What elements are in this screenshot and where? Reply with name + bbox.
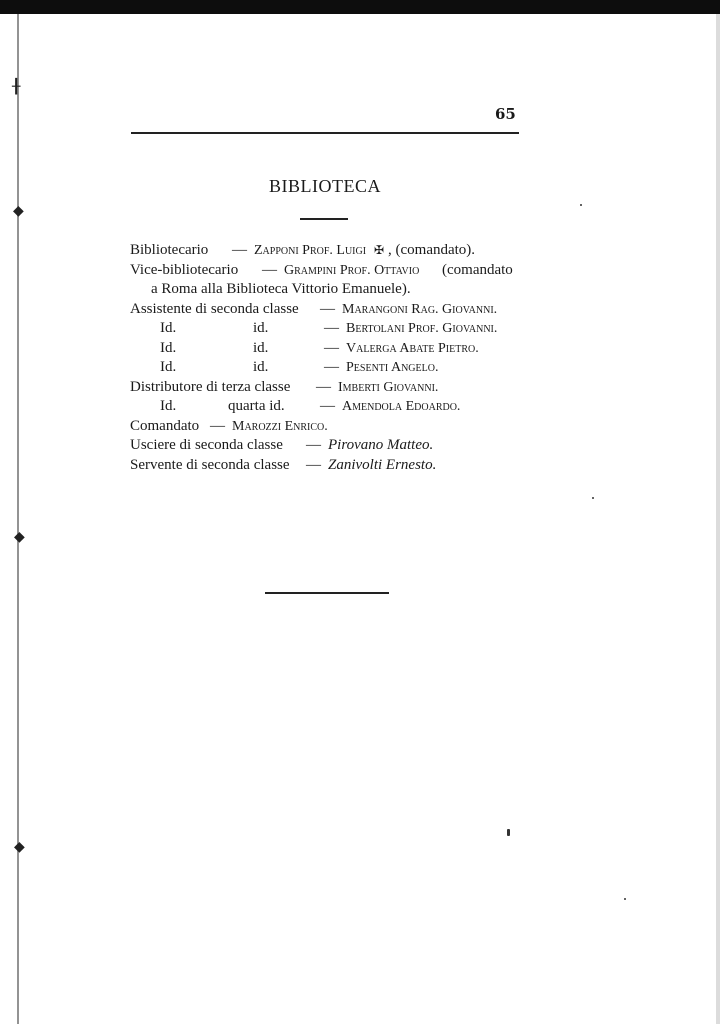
scan-top-border [0, 0, 720, 14]
entry-name: Imberti Giovanni. [338, 379, 439, 395]
entry-separator: — [232, 242, 247, 258]
entry-role: Id. [160, 359, 177, 375]
entry-role: Id. [160, 398, 177, 414]
entry-name: Marangoni Rag. Giovanni. [342, 301, 498, 317]
page-number: 65 [495, 105, 516, 123]
binding-edge [0, 14, 26, 1024]
entry-name: Valerga Abate Pietro. [346, 340, 479, 356]
entry-separator: — [320, 300, 335, 317]
scan-speck [580, 204, 582, 206]
entry-ditto: id. [253, 320, 269, 336]
entry-separator: — [262, 261, 277, 278]
staff-entry [130, 241, 530, 261]
entry-role: Usciere di seconda classe [130, 437, 283, 453]
entry-separator: — [324, 320, 339, 336]
staff-entry [130, 358, 530, 378]
binding-line [17, 14, 19, 1024]
entry-role: Bibliotecario [130, 242, 209, 258]
edge-mark-icon: ◆ [13, 203, 24, 219]
closing-rule [265, 592, 389, 594]
staff-entry [130, 378, 530, 398]
entry-separator: — [306, 437, 321, 453]
staff-entry [130, 436, 530, 456]
entry-name: Amendola Edoardo. [342, 399, 461, 414]
edge-mark-icon: ╂ [12, 79, 21, 95]
staff-list [130, 241, 530, 475]
entry-ditto: quarta id. [228, 398, 285, 414]
entry-role: Assistente di seconda classe [130, 300, 299, 317]
scan-speck [624, 898, 626, 900]
entry-name: Pesenti Angelo. [346, 360, 439, 375]
staff-entry [130, 261, 530, 281]
scan-right-edge [716, 14, 720, 1024]
entry-name: Zanivolti Ernesto. [328, 456, 437, 473]
entry-separator: — [324, 359, 339, 375]
entry-separator: — [316, 378, 331, 395]
staff-entry-continuation [130, 280, 530, 300]
entry-role: Vice-bibliotecario [130, 261, 239, 278]
staff-entry [130, 319, 530, 339]
entry-note: , (comandato). [388, 242, 476, 258]
edge-mark-icon: ◆ [14, 529, 25, 545]
entry-separator: — [306, 456, 321, 473]
scan-speck [507, 829, 510, 836]
entry-name: Zapponi Prof. Luigi [254, 243, 367, 258]
entry-continuation: a Roma alla Biblioteca Vittorio Emanuele). [151, 281, 411, 297]
title-rule [300, 218, 348, 220]
decoration-cross-icon: ✠ [374, 243, 385, 257]
entry-name: Pirovano Matteo. [328, 437, 434, 453]
entry-separator: — [324, 339, 339, 356]
staff-entry [130, 417, 530, 437]
staff-entry [130, 397, 530, 417]
scan-speck [592, 497, 594, 499]
entry-name: Bertolani Prof. Giovanni. [346, 321, 498, 336]
entry-name: Grampini Prof. Ottavio [284, 262, 420, 278]
section-title: BIBLIOTECA [269, 176, 381, 196]
entry-separator: — [210, 417, 225, 434]
entry-separator: — [320, 398, 335, 414]
entry-role: Id. [160, 339, 177, 356]
entry-role: Id. [160, 320, 177, 336]
staff-entry [130, 456, 530, 476]
entry-role: Comandato [130, 417, 200, 434]
entry-role: Distributore di terza classe [130, 378, 291, 395]
edge-mark-icon: ◆ [14, 839, 25, 855]
staff-entry [130, 339, 530, 359]
entry-ditto: id. [253, 339, 269, 356]
entry-ditto: id. [253, 359, 269, 375]
entry-role: Servente di seconda classe [130, 456, 290, 473]
staff-entry [130, 300, 530, 320]
entry-name: Marozzi Enrico. [232, 418, 328, 434]
entry-note: (comandato [442, 261, 513, 278]
header-rule [131, 132, 519, 134]
